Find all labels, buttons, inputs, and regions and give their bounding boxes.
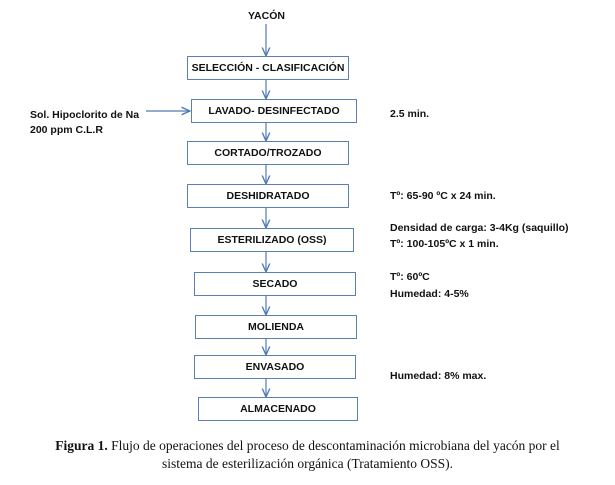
note-esterilizado-temp: Tº: 100-105ºC x 1 min. (390, 238, 499, 250)
step-molienda: MOLIENDA (195, 315, 357, 339)
step-cortado-trozado: CORTADO/TROZADO (187, 141, 349, 165)
step-almacenado: ALMACENADO (198, 397, 358, 421)
note-envasado-humidity: Humedad: 8% max. (390, 370, 487, 382)
input-label-line1: Sol. Hipoclorito de Na (30, 109, 140, 121)
input-label-line2: 200 ppm C.L.R (30, 124, 103, 136)
caption-line1: Flujo de operaciones del proceso de descontaminación microbiana del yacón por el (107, 438, 560, 453)
note-secado-temp: Tº: 60ºC (390, 271, 430, 283)
step-secado: SECADO (194, 272, 356, 296)
step-esterilizado-oss: ESTERILIZADO (OSS) (190, 228, 354, 252)
note-secado-humidity: Humedad: 4-5% (390, 288, 469, 300)
caption-label: Figura 1. (55, 438, 108, 453)
note-lavado-time: 2.5 min. (390, 108, 430, 120)
note-esterilizado-density: Densidad de carga: 3-4Kg (saquillo) (390, 222, 569, 234)
note-deshidratado-temp: Tº: 65-90 ºC x 24 min. (390, 190, 496, 202)
caption-line2: sistema de esterilización orgánica (Tratamiento OSS). (162, 456, 453, 471)
start-label: YACÓN (248, 10, 285, 22)
figure-caption (10, 437, 605, 473)
step-envasado: ENVASADO (194, 355, 356, 379)
step-seleccion-clasificacion: SELECCIÓN - CLASIFICACIÓN (187, 56, 349, 80)
step-lavado-desinfectado: LAVADO- DESINFECTADO (191, 99, 357, 123)
step-deshidratado: DESHIDRATADO (187, 184, 349, 208)
